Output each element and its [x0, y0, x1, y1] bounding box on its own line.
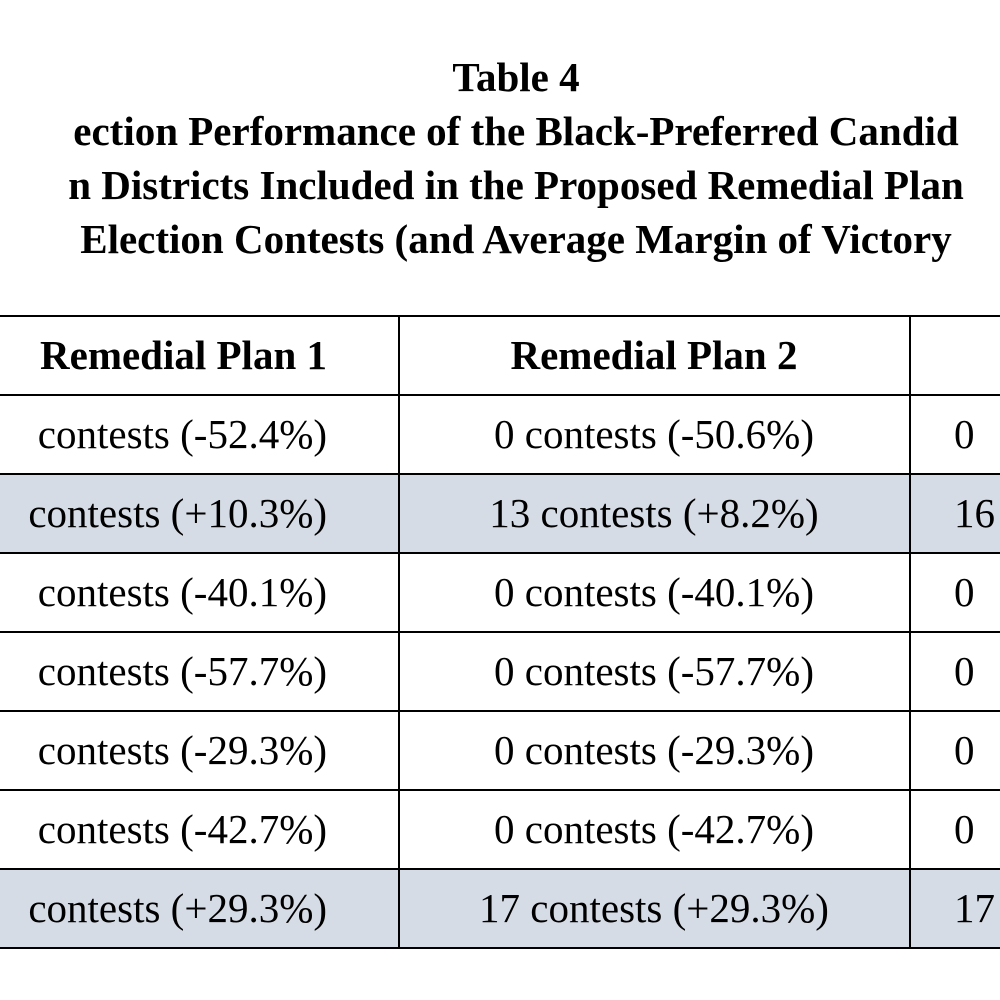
table-cell-plan-1: contests (-52.4%) — [37, 411, 327, 457]
table-rule-horizontal — [0, 552, 1000, 554]
table-rule-horizontal — [0, 315, 1000, 317]
table-cell-plan-2: 17 contests (+29.3%) — [479, 885, 829, 931]
table-cell-plan-2: 0 contests (-50.6%) — [494, 411, 814, 457]
table-cell-plan-2: 0 contests (-29.3%) — [494, 727, 814, 773]
table-cell-plan-1: contests (+29.3%) — [28, 885, 327, 931]
table-rule-horizontal — [0, 947, 1000, 949]
table-cell-plan-1: contests (-29.3%) — [37, 727, 327, 773]
table-cell-plan-3: 17 — [954, 885, 995, 931]
table-title-line-3: Election Contests (and Average Margin of Victory — [80, 216, 952, 262]
column-header-plan-1: Remedial Plan 1 — [40, 332, 327, 378]
table-cell-plan-3: 0 — [954, 648, 975, 694]
table-number: Table 4 — [452, 54, 580, 100]
table-cell-plan-3: 0 — [954, 569, 975, 615]
table-rule-vertical — [398, 316, 400, 949]
table-cell-plan-2: 0 contests (-57.7%) — [494, 648, 814, 694]
table-title-line-2: n Districts Included in the Proposed Remedial Plan — [68, 162, 964, 208]
table-rule-horizontal — [0, 394, 1000, 396]
table-rule-horizontal — [0, 868, 1000, 870]
table-cell-plan-2: 0 contests (-42.7%) — [494, 806, 814, 852]
table-rule-horizontal — [0, 473, 1000, 475]
table-rule-horizontal — [0, 631, 1000, 633]
table-cell-plan-3: 0 — [954, 806, 975, 852]
table-cell-plan-3: 0 — [954, 411, 975, 457]
table-cell-plan-2: 13 contests (+8.2%) — [489, 490, 819, 536]
column-header-plan-2: Remedial Plan 2 — [510, 332, 798, 378]
table-rule-horizontal — [0, 789, 1000, 791]
table-rule-vertical — [909, 316, 911, 949]
table-rule-horizontal — [0, 710, 1000, 712]
table-cell-plan-3: 0 — [954, 727, 975, 773]
table-title-line-1: ection Performance of the Black-Preferred Candid — [73, 108, 959, 154]
table-cell-plan-1: contests (-42.7%) — [37, 806, 327, 852]
table-cell-plan-3: 16 — [954, 490, 995, 536]
table-cell-plan-1: contests (+10.3%) — [28, 490, 327, 536]
table-cell-plan-1: contests (-40.1%) — [37, 569, 327, 615]
table-cell-plan-1: contests (-57.7%) — [37, 648, 327, 694]
table-cell-plan-2: 0 contests (-40.1%) — [494, 569, 814, 615]
